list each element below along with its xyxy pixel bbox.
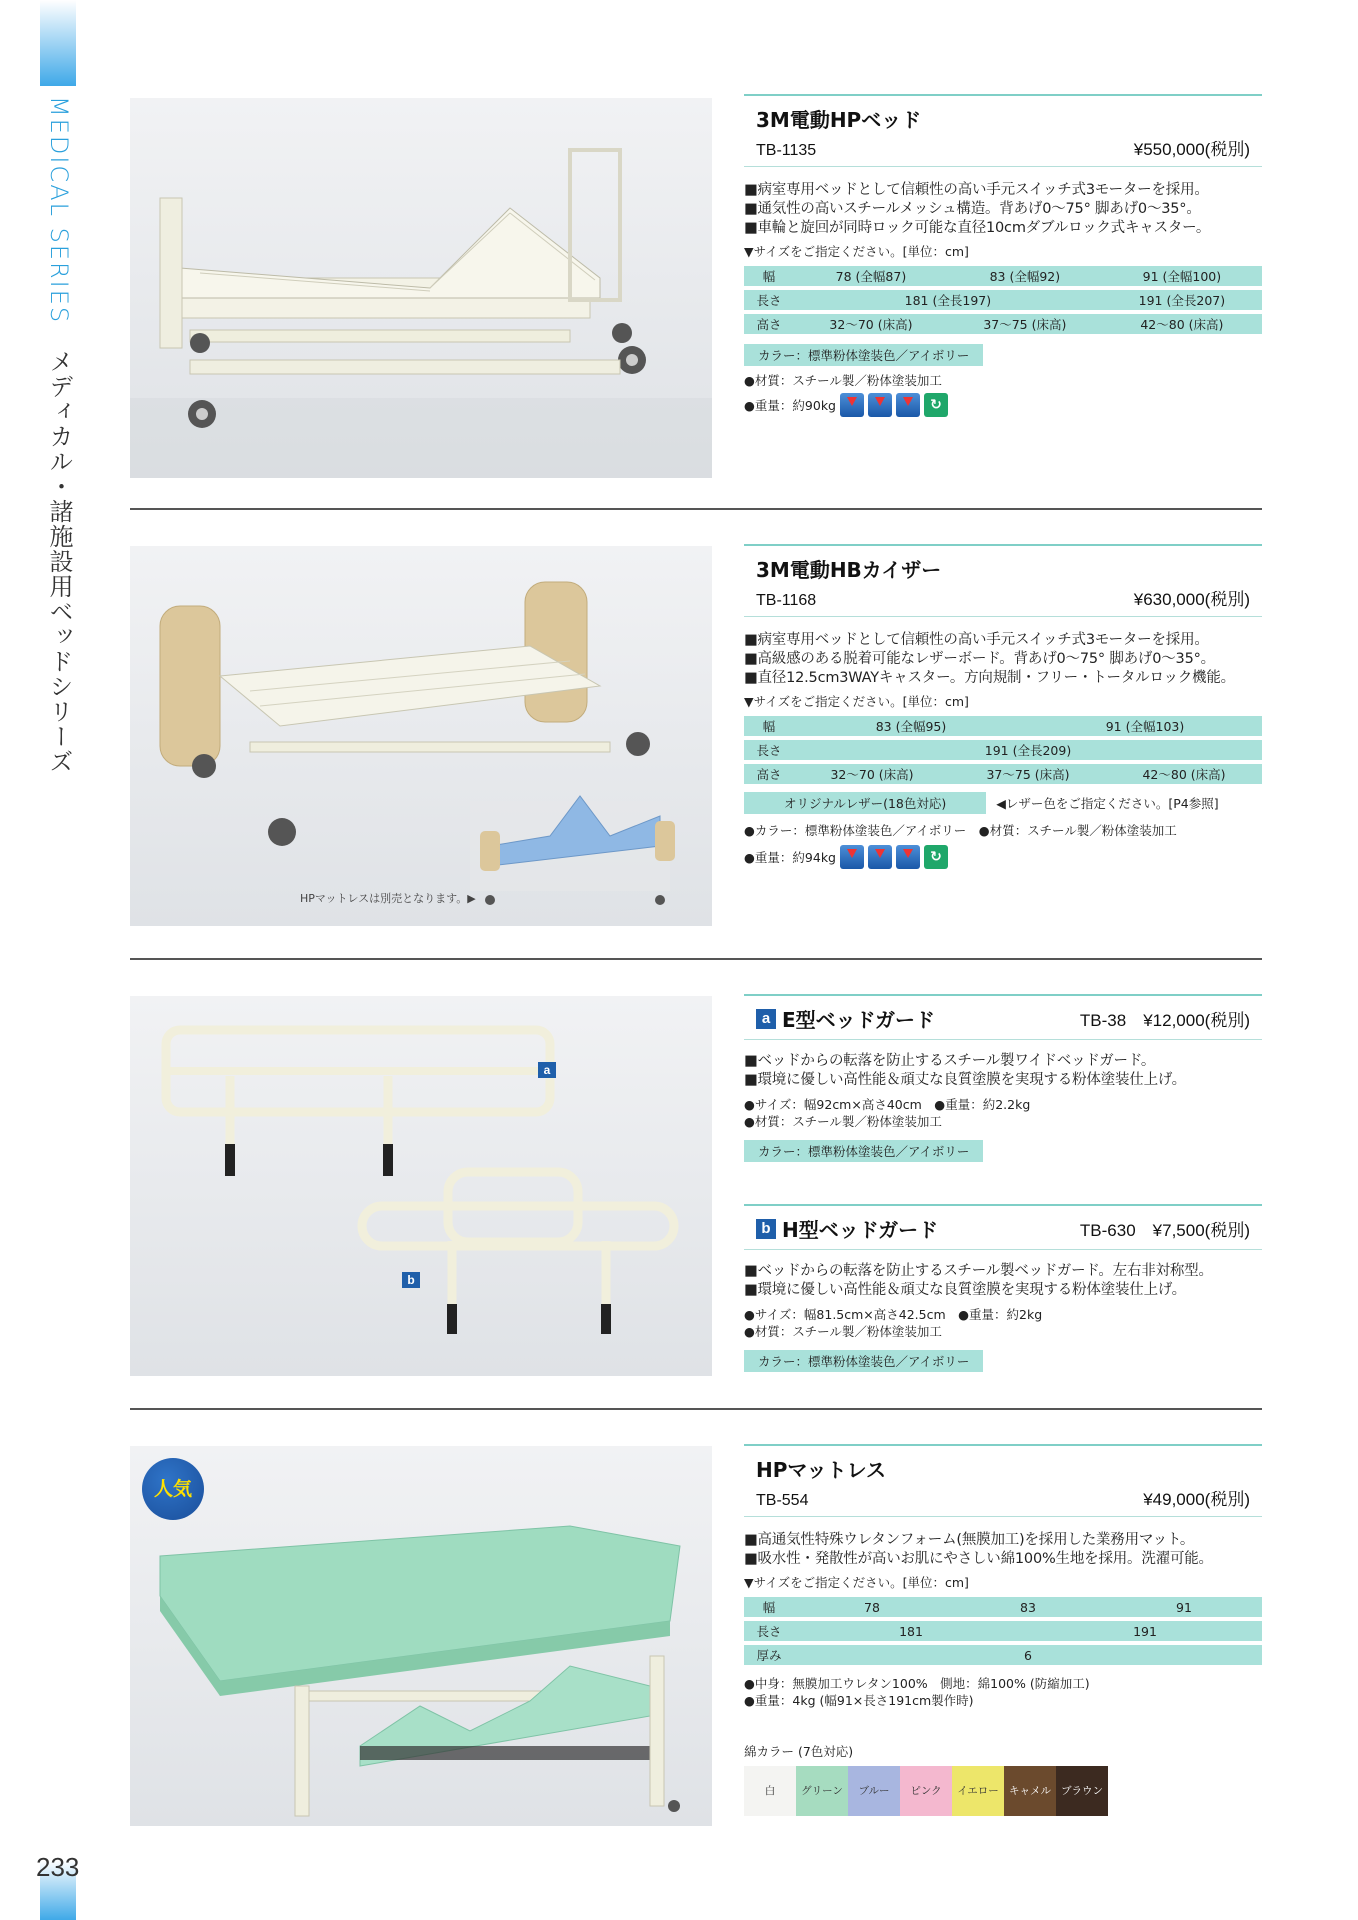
table-row <box>744 740 1262 760</box>
description-line: ■直径12.5cm3WAYキャスター。方向規制・フリー・トータルロック機能。 <box>744 670 1235 686</box>
shipping-icon <box>896 845 920 869</box>
table-cell: 78 (全幅87) <box>794 266 948 286</box>
leather-row <box>744 792 1262 814</box>
size-note: ▼サイズをご指定ください。[単位：cm] <box>744 244 969 259</box>
weight-row <box>744 845 1262 869</box>
size-note: ▼サイズをご指定ください。[単位：cm] <box>744 694 969 709</box>
size-table <box>744 712 1262 788</box>
color-tag: カラー：標準粉体塗装色／アイボリー <box>744 1140 983 1162</box>
shipping-icon <box>840 845 864 869</box>
product-photo-bed-guards <box>130 996 712 1376</box>
table-cell: 191 (全長209) <box>794 740 1262 760</box>
description-line: ■ベッドからの転落を防止するスチール製ワイドベッドガード。 <box>744 1053 1156 1069</box>
material-text: ●材質：スチール製／粉体塗装加工 <box>744 373 942 388</box>
product-photo-hb-kaiser <box>130 546 712 926</box>
table-row <box>744 314 1262 334</box>
product-letter-tag: a <box>756 1009 776 1029</box>
description-line: ■ベッドからの転落を防止するスチール製ベッドガード。左右非対称型。 <box>744 1263 1213 1279</box>
product-info-h-guard <box>744 1204 1262 1372</box>
product-letter-tag: b <box>756 1219 776 1239</box>
product-description <box>744 631 1262 688</box>
product-name: E型ベッドガード <box>782 1008 936 1032</box>
material-text: ●材質：スチール製／粉体塗装加工 <box>744 1114 942 1129</box>
popular-badge: 人気 <box>142 1458 204 1520</box>
product-header <box>744 994 1262 1040</box>
table-cell: 181 <box>794 1621 1028 1641</box>
color-swatch: 白 <box>744 1766 796 1816</box>
shipping-icon <box>868 845 892 869</box>
series-title-en: MEDICAL SERIES <box>45 96 73 325</box>
product-name: HPマットレス <box>756 1458 886 1482</box>
shipping-icon <box>868 393 892 417</box>
product-name: H型ベッドガード <box>782 1218 939 1242</box>
section-divider <box>130 508 1262 510</box>
table-cell: 91 <box>1106 1597 1262 1617</box>
color-swatch: ブルー <box>848 1766 900 1816</box>
product-name: 3M電動HPベッド <box>756 108 922 132</box>
description-line: ■高級感のある脱着可能なレザーボード。背あげ0〜75° 脚あげ0〜35°。 <box>744 651 1215 667</box>
assembly-icon: ↻ <box>924 393 948 417</box>
size-note: ▼サイズをご指定ください。[単位：cm] <box>744 1575 969 1590</box>
table-cell: 6 <box>794 1645 1262 1665</box>
table-header-cell: 幅 <box>744 266 794 286</box>
table-cell: 78 <box>794 1597 950 1617</box>
table-header-cell: 長さ <box>744 1621 794 1641</box>
product-description <box>744 1531 1262 1569</box>
product-description <box>744 1262 1262 1300</box>
assembly-icon: ↻ <box>924 845 948 869</box>
product-code: TB-1168 <box>756 592 817 609</box>
table-row <box>744 764 1262 784</box>
product-info-hp-bed <box>744 94 1262 417</box>
weight-text: ●重量：約94kg <box>744 849 836 865</box>
material-text: ●材質：スチール製／粉体塗装加工 <box>744 1324 942 1339</box>
product-photo-hp-bed <box>130 98 712 478</box>
description-line: ■環境に優しい高性能＆頑丈な良質塗膜を実現する粉体塗装仕上げ。 <box>744 1072 1186 1088</box>
product-header <box>744 544 1262 617</box>
page-number: 233 <box>36 1852 80 1882</box>
table-cell: 37〜75 (床高) <box>950 764 1106 784</box>
table-row <box>744 1597 1262 1617</box>
product-code-price: TB-630 ¥7,500(税別) <box>1079 1221 1250 1240</box>
table-header-cell: 幅 <box>744 1597 794 1617</box>
table-cell: 32〜70 (床高) <box>794 764 950 784</box>
product-header <box>744 94 1262 167</box>
table-header-cell: 高さ <box>744 764 794 784</box>
photo-label-a: a <box>538 1062 556 1078</box>
table-cell: 91 (全幅103) <box>1028 716 1262 736</box>
table-header-cell: 長さ <box>744 740 794 760</box>
table-cell: 191 <box>1028 1621 1262 1641</box>
weight-row <box>744 393 1262 417</box>
description-line: ■吸水性・発散性が高いお肌にやさしい綿100%生地を採用。洗濯可能。 <box>744 1551 1213 1567</box>
description-line: ■通気性の高いスチールメッシュ構造。背あげ0〜75° 脚あげ0〜35°。 <box>744 201 1201 217</box>
color-material-text: ●カラー：標準粉体塗装色／アイボリー ●材質：スチール製／粉体塗装加工 <box>744 823 1177 838</box>
product-info-e-guard <box>744 994 1262 1162</box>
table-row <box>744 1645 1262 1665</box>
product-description <box>744 1052 1262 1090</box>
color-tag: カラー：標準粉体塗装色／アイボリー <box>744 344 983 366</box>
table-cell: 91 (全幅100) <box>1102 266 1262 286</box>
product-header <box>744 1444 1262 1517</box>
table-cell: 83 <box>950 1597 1106 1617</box>
table-cell: 42〜80 (床高) <box>1106 764 1262 784</box>
product-header <box>744 1204 1262 1250</box>
weight-text: ●重量：4kg (幅91×長さ191cm製作時) <box>744 1693 974 1708</box>
series-title <box>44 96 74 774</box>
product-code: TB-554 <box>756 1492 809 1509</box>
size-weight-text: ●サイズ：幅81.5cm×高さ42.5cm ●重量：約2kg <box>744 1307 1043 1322</box>
product-price: ¥49,000(税別) <box>1143 1490 1250 1509</box>
table-cell: 191 (全長207) <box>1102 290 1262 310</box>
table-header-cell: 高さ <box>744 314 794 334</box>
product-code-price: TB-38 ¥12,000(税別) <box>1079 1011 1250 1030</box>
product-info-hp-mattress <box>744 1444 1262 1816</box>
table-cell: 83 (全幅95) <box>794 716 1028 736</box>
series-title-jp: メディカル・諸施設用ベッドシリーズ <box>45 348 73 774</box>
table-header-cell: 厚み <box>744 1645 794 1665</box>
product-info-hb-kaiser <box>744 544 1262 869</box>
size-table <box>744 1593 1262 1669</box>
leather-note: ◀レザー色をご指定ください。[P4参照] <box>996 795 1219 811</box>
color-title: 綿カラー (7色対応) <box>744 1744 854 1759</box>
description-line: ■病室専用ベッドとして信頼性の高い手元スイッチ式3モーターを採用。 <box>744 632 1209 648</box>
section-divider <box>130 958 1262 960</box>
size-table <box>744 262 1262 338</box>
product-photo-hp-mattress <box>130 1446 712 1826</box>
color-swatch: イエロー <box>952 1766 1004 1816</box>
size-weight-text: ●サイズ：幅92cm×高さ40cm ●重量：約2.2kg <box>744 1097 1031 1112</box>
table-row <box>744 1621 1262 1641</box>
leather-tag: オリジナルレザー(18色対応) <box>744 792 986 814</box>
description-line: ■車輪と旋回が同時ロック可能な直径10cmダブルロック式キャスター。 <box>744 220 1211 236</box>
content-text: ●中身：無膜加工ウレタン100% 側地：綿100% (防縮加工) <box>744 1676 1090 1691</box>
product-description <box>744 181 1262 238</box>
shipping-icon <box>840 393 864 417</box>
table-row <box>744 266 1262 286</box>
photo-label-b: b <box>402 1272 420 1288</box>
weight-text: ●重量：約90kg <box>744 397 836 413</box>
table-header-cell: 幅 <box>744 716 794 736</box>
color-swatch: ブラウン <box>1056 1766 1108 1816</box>
description-line: ■環境に優しい高性能＆頑丈な良質塗膜を実現する粉体塗装仕上げ。 <box>744 1282 1186 1298</box>
description-line: ■病室専用ベッドとして信頼性の高い手元スイッチ式3モーターを採用。 <box>744 182 1209 198</box>
section-divider <box>130 1408 1262 1410</box>
photo-caption: HPマットレスは別売となります。▶ <box>300 892 476 905</box>
sidebar-accent-top <box>40 0 76 86</box>
color-swatch: キャメル <box>1004 1766 1056 1816</box>
table-cell: 42〜80 (床高) <box>1102 314 1262 334</box>
color-swatch: ピンク <box>900 1766 952 1816</box>
table-cell: 32〜70 (床高) <box>794 314 948 334</box>
description-line: ■高通気性特殊ウレタンフォーム(無膜加工)を採用した業務用マット。 <box>744 1532 1195 1548</box>
table-cell: 37〜75 (床高) <box>948 314 1102 334</box>
color-tag: カラー：標準粉体塗装色／アイボリー <box>744 1350 983 1372</box>
product-price: ¥550,000(税別) <box>1133 140 1250 159</box>
table-row <box>744 290 1262 310</box>
table-header-cell: 長さ <box>744 290 794 310</box>
table-cell: 83 (全幅92) <box>948 266 1102 286</box>
shipping-icon <box>896 393 920 417</box>
color-swatch: グリーン <box>796 1766 848 1816</box>
product-code: TB-1135 <box>756 142 817 159</box>
table-cell: 181 (全長197) <box>794 290 1102 310</box>
product-price: ¥630,000(税別) <box>1133 590 1250 609</box>
table-row <box>744 716 1262 736</box>
product-name: 3M電動HBカイザー <box>756 558 942 582</box>
color-swatches <box>744 1766 1262 1816</box>
